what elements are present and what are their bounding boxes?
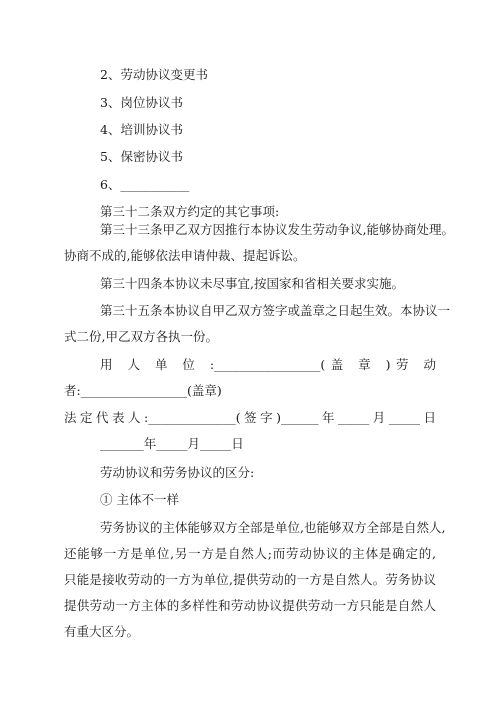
- date-line: _______年_____月_____日: [100, 436, 244, 451]
- legal-rep-line: 法定代表人:______________(签字)______年_____月_____日: [64, 410, 436, 425]
- list-item: 3、岗位协议书: [100, 95, 183, 110]
- point-heading: ① 主体不一样: [100, 492, 179, 507]
- body-line: 只能是接收劳动的一方为单位,提供劳动的一方是自然人。劳务协议: [64, 572, 436, 587]
- article-35-line-2: 式二份,甲乙双方各执一份。: [64, 329, 218, 344]
- article-34: 第三十四条本协议未尽事宜,按国家和省相关要求实施。: [100, 276, 404, 291]
- list-item: 2、劳动协议变更书: [100, 67, 208, 82]
- list-item: 6、___________: [100, 177, 190, 192]
- article-32: 第三十二条双方约定的其它事项:: [100, 204, 280, 219]
- body-line: 有重大区分。: [64, 624, 140, 639]
- employer-signature-line: 用 人 单 位 :_________________(盖 章 )劳 动: [100, 357, 436, 372]
- worker-signature-line: 者:_________________(盖章): [64, 383, 222, 398]
- list-item: 5、保密协议书: [100, 149, 183, 164]
- body-line: 劳务协议的主体能够双方全部是单位,也能够双方全部是自然人,: [100, 520, 446, 535]
- body-line: 提供劳动一方主体的多样性和劳动协议提供劳动一方只能是自然人: [64, 598, 436, 613]
- section-title: 劳动协议和劳务协议的区分:: [100, 465, 255, 480]
- list-item: 4、培训协议书: [100, 122, 183, 137]
- article-33-line-2: 协商不成的,能够依法申请仲裁、提起诉讼。: [64, 248, 306, 263]
- article-35-line-1: 第三十五条本协议自甲乙双方签字或盖章之日起生效。本协议一: [100, 303, 451, 318]
- article-33-line-1: 第三十三条甲乙双方因推行本协议发生劳动争议,能够协商处理。: [100, 222, 454, 237]
- body-line: 还能够一方是单位,另一方是自然人;而劳动协议的主体是确定的,: [64, 546, 436, 561]
